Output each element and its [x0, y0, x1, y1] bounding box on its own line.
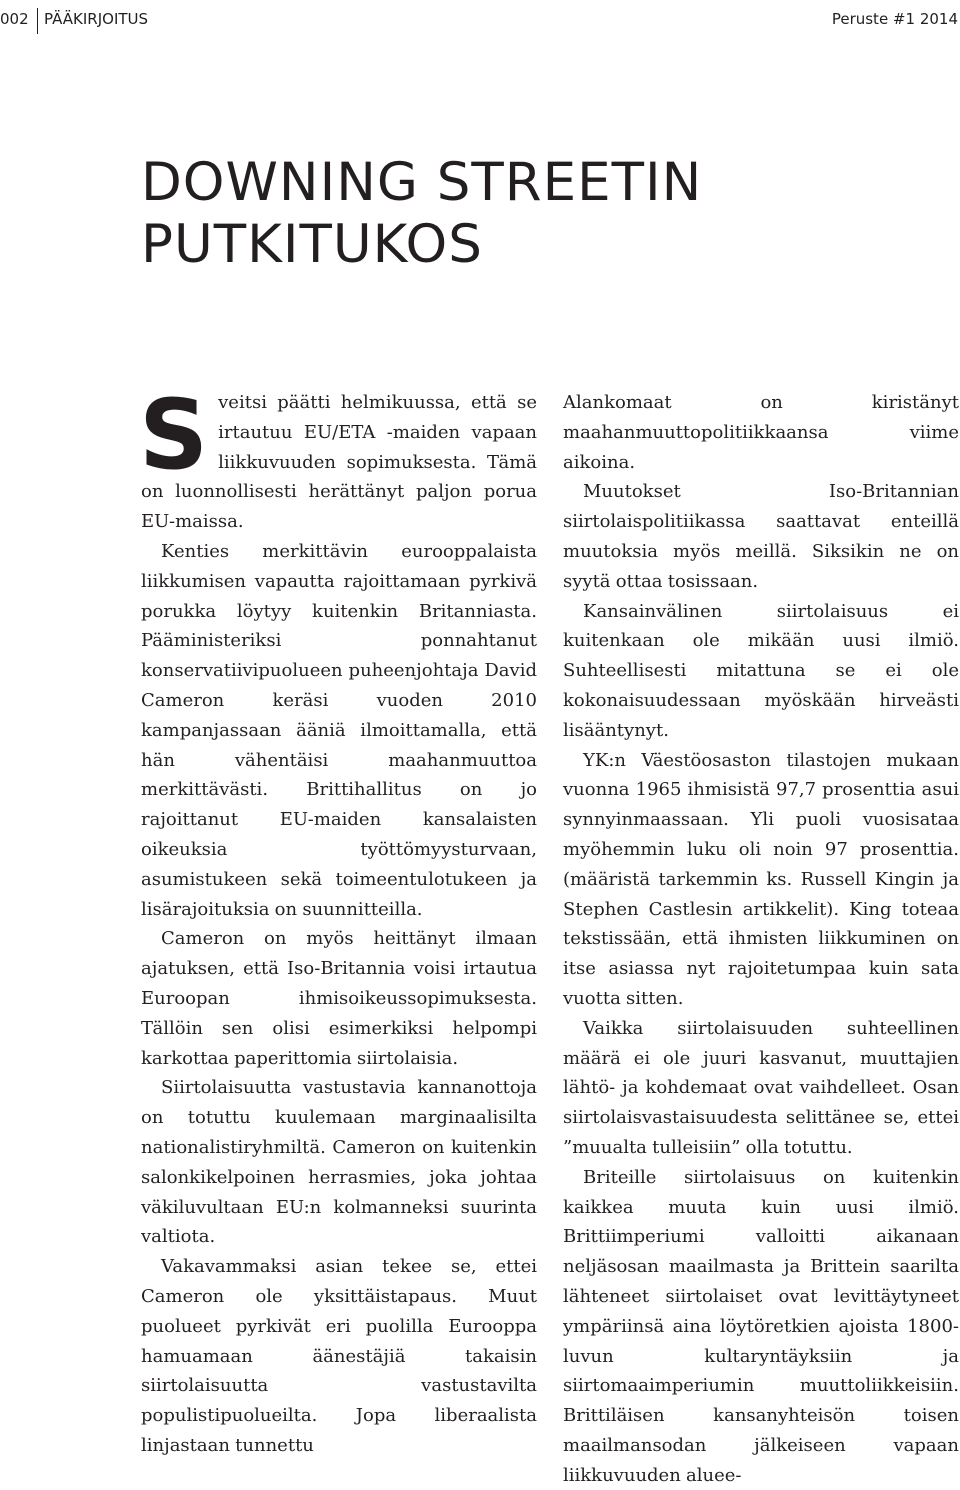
article-title — [141, 152, 702, 276]
article-paragraph: YK:n Väestöosaston tilastojen mukaan vuonna 1965 ihmisistä 97,7 prosenttia asui synnyinmaassaan. Yli puoli vuosisataa myöhemmin luku oli noin 97 prosenttia. (määristä tarkemmin ks. Russell Kingin ja Stephen Castlesin artikkelit). King toteaa tekstissään, että ihmisten liikkuminen on itse asiassa nyt rajoitetumpaa kuin sata vuotta sitten. — [563, 749, 959, 1009]
article-paragraph: Kenties merkittävin eurooppalaista liikkumisen vapautta rajoittamaan pyrkivä porukka löytyy kuitenkin Britanniasta. Pääministeriksi ponnahtanut konservatiivipuolueen puheenjohtaja David Cameron keräsi vuoden 2010 kampanjassaan ääniä ilmoittamalla, että hän vähentäisi maahanmuuttoa merkittävästi. Brittihallitus on jo rajoittanut EU-maiden kansalaisten oikeuksia työttömyysturvaan, asumistukeen sekä toimeentulotukeen ja lisärajoituksia on suunnitteilla. — [141, 540, 537, 920]
article-paragraph-text: veitsi päätti helmikuussa, että se irtautuu EU/ETA -maiden vapaan liikkuvuuden sopimuksesta. Tämä on luonnollisesti herättänyt paljon porua EU-maissa. — [141, 392, 537, 533]
article-paragraph: Alankomaat on kiristänyt maahanmuuttopolitiikkaansa viime aikoina. — [563, 392, 959, 473]
article-column-right — [563, 388, 959, 1490]
article-column-left — [139, 379, 537, 1461]
page-number: 002 — [0, 10, 29, 28]
page-header — [0, 8, 960, 34]
article-paragraph: Vaikka siirtolaisuuden suhteellinen määrä ei ole juuri kasvanut, muuttajien lähtö- ja kohdemaat ovat vaihdelleet. Osan siirtolaisvastaisuudesta selittänee se, ettei ”muualta tulleisiin” olla totuttu. — [563, 1017, 959, 1158]
article-paragraph: Kansainvälinen siirtolaisuus ei kuitenkaan ole mikään uusi ilmiö. Suhteellisesti mitattuna se ei ole kokonaisuudessaan myöskään hirveästi lisääntynyt. — [563, 600, 959, 741]
article-paragraph: Cameron on myös heittänyt ilmaan ajatuksen, että Iso-Britannia voisi irtautua Euroopan ihmisoikeussopimuksesta. Tällöin sen olisi esimerkiksi helpompi karkottaa paperittomia siirtolaisia. — [141, 928, 537, 1069]
article-paragraph: Muutokset Iso-Britannian siirtolaispolitiikassa saattavat enteillä muutoksia myös meillä. Siksikin ne on syytä ottaa tosissaan. — [563, 481, 959, 592]
header-divider — [37, 8, 38, 34]
section-label: PÄÄKIRJOITUS — [44, 10, 149, 28]
article-title-line-1: DOWNING STREETIN — [141, 152, 703, 213]
article-paragraph — [139, 379, 537, 537]
article-title-line-2: PUTKITUKOS — [141, 214, 483, 275]
issue-label: Peruste #1 2014 — [831, 10, 958, 28]
drop-cap: S — [139, 379, 209, 491]
article-paragraph: Briteille siirtolaisuus on kuitenkin kaikkea muuta kuin uusi ilmiö. Brittiimperiumi valloitti aikanaan neljäsosan maailmasta ja Brittein saarilta lähteneet siirtolaiset ovat levittäytyneet ympäriinsä aina löytöretkien ajoista 1800-luvun kultaryntäyksiin ja siirtomaaimperiumin muuttoliikkeisiin. Brittiläisen kansanyhteisön toisen maailmansodan jälkeiseen vapaan liikkuvuuden aluee- — [563, 1166, 959, 1486]
article-paragraph: Vakavammaksi asian tekee se, ettei Cameron ole yksittäistapaus. Muut puolueet pyrkivät eri puolilla Eurooppa hamuamaan äänestäjiä takaisin siirtolaisuutta vastustavilta populistipuolueilta. Jopa liberaalista linjastaan tunnettu — [141, 1256, 537, 1456]
article-paragraph: Siirtolaisuutta vastustavia kannanottoja on totuttu kuulemaan marginaalisilta nationalistiryhmiltä. Cameron on kuitenkin salonkikelpoinen herrasmies, joka johtaa väkiluvultaan EU:n kolmanneksi suurinta valtiota. — [141, 1077, 537, 1248]
